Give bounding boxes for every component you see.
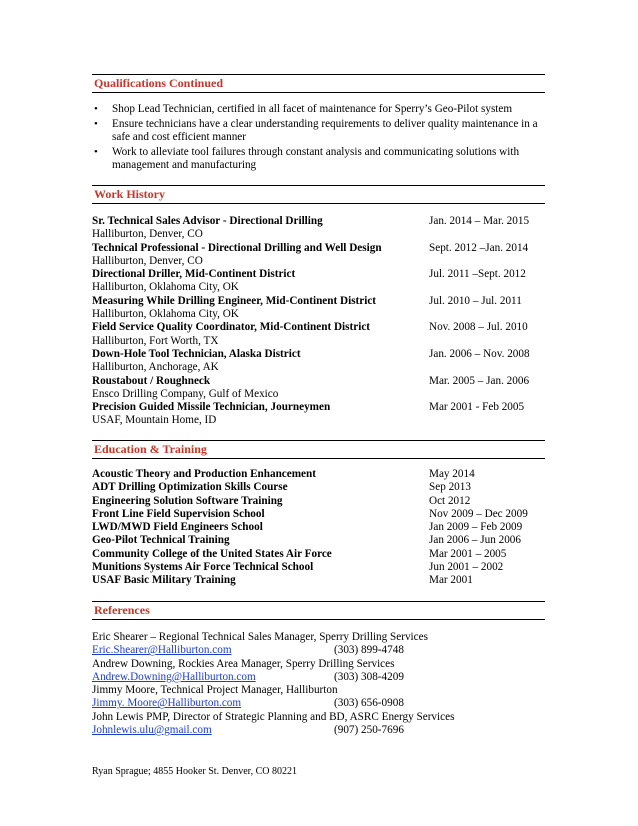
job-entry	[92, 242, 545, 269]
bullet-icon: •	[94, 103, 98, 115]
qualification-text: Ensure technicians have a clear understanding requirements to deliver quality maintenance in a safe and cost efficient manner	[112, 117, 538, 143]
job-title: Directional Driller, Mid-Continent District	[92, 268, 296, 281]
qualifications-section	[92, 74, 545, 93]
reference-contact	[92, 644, 545, 657]
phone-number: (303) 656-0908	[334, 697, 404, 710]
job-entry	[92, 321, 545, 348]
job-title: Field Service Quality Coordinator, Mid-Continent District	[92, 321, 371, 334]
section-title: References	[94, 603, 150, 617]
job-dates: Jul. 2010 – Jul. 2011	[429, 294, 522, 307]
education-entry	[92, 548, 545, 561]
course-dates: Jan 2006 – Jun 2006	[429, 534, 521, 547]
education-list	[92, 468, 545, 588]
section-header	[92, 185, 545, 204]
course-title: LWD/MWD Field Engineers School	[92, 521, 263, 534]
reference-contact	[92, 697, 545, 710]
job-entry	[92, 375, 545, 402]
course-title: USAF Basic Military Training	[92, 574, 236, 587]
job-location: Halliburton, Anchorage, AK	[92, 361, 219, 374]
email-link[interactable]: Johnlewis.ulu@gmail.com	[92, 724, 212, 737]
job-location: Halliburton, Denver, CO	[92, 254, 203, 267]
bullet-icon: •	[94, 117, 98, 130]
education-entry	[92, 468, 545, 481]
list-item	[92, 146, 545, 173]
job-title: Technical Professional - Directional Drilling and Well Design	[92, 241, 382, 254]
course-dates: Nov 2009 – Dec 2009	[429, 507, 528, 520]
phone-number: (303) 308-4209	[334, 670, 404, 683]
job-location: Halliburton, Oklahoma City, OK	[92, 307, 239, 320]
work-history-section	[92, 185, 545, 204]
section-title: Work History	[94, 187, 165, 201]
course-title: Engineering Solution Software Training	[92, 494, 283, 507]
qualification-text: Work to alleviate tool failures through constant analysis and communicating solutions with management and manufacturing	[112, 145, 520, 171]
course-dates: Mar 2001 – 2005	[429, 547, 507, 560]
email-link[interactable]: Andrew.Downing@Halliburton.com	[92, 670, 256, 683]
job-location: Ensco Drilling Company, Gulf of Mexico	[92, 387, 279, 400]
course-dates: Mar 2001	[429, 574, 473, 587]
job-title: Measuring While Drilling Engineer, Mid-Continent District	[92, 294, 377, 307]
course-title: Community College of the United States Air Force	[92, 547, 332, 560]
list-item	[92, 103, 545, 117]
job-dates: Jul. 2011 –Sept. 2012	[429, 268, 526, 281]
education-entry	[92, 521, 545, 534]
email-link[interactable]: Jimmy. Moore@Halliburton.com	[92, 697, 242, 710]
references-list	[92, 631, 545, 737]
qualifications-list	[92, 103, 545, 174]
section-header	[92, 74, 545, 93]
education-entry	[92, 534, 545, 547]
job-entry	[92, 295, 545, 322]
education-entry	[92, 481, 545, 494]
section-title: Qualifications Continued	[94, 76, 224, 90]
job-entry	[92, 401, 545, 428]
section-title: Education & Training	[94, 442, 207, 456]
course-title: Acoustic Theory and Production Enhancement	[92, 468, 316, 480]
references-section	[92, 601, 545, 620]
job-location: Halliburton, Denver, CO	[92, 228, 203, 241]
job-title: Sr. Technical Sales Advisor - Directional Drilling	[92, 215, 323, 227]
footer-address: Ryan Sprague; 4855 Hooker St. Denver, CO 80221	[92, 766, 298, 777]
education-section	[92, 440, 545, 459]
bullet-icon: •	[94, 145, 98, 158]
course-dates: May 2014	[429, 468, 475, 480]
phone-number: (303) 899-4748	[334, 644, 404, 657]
reference-contact	[92, 671, 545, 684]
job-title: Roustabout / Roughneck	[92, 374, 211, 387]
job-title: Down-Hole Tool Technician, Alaska District	[92, 347, 301, 360]
education-entry	[92, 508, 545, 521]
course-title: Munitions Systems Air Force Technical School	[92, 561, 314, 574]
course-title: ADT Drilling Optimization Skills Course	[92, 481, 288, 494]
section-header	[92, 440, 545, 459]
job-entry	[92, 215, 545, 242]
reference-desc: John Lewis PMP, Director of Strategic Planning and BD, ASRC Energy Services	[92, 710, 455, 723]
education-entry	[92, 574, 545, 587]
education-entry	[92, 495, 545, 508]
email-link[interactable]: Eric.Shearer@Halliburton.com	[92, 644, 232, 657]
job-entry	[92, 268, 545, 295]
reference-desc: Jimmy Moore, Technical Project Manager, Halliburton	[92, 684, 338, 697]
qualification-text: Shop Lead Technician, certified in all facet of maintenance for Sperry’s Geo-Pilot system	[112, 103, 513, 115]
course-dates: Jun 2001 – 2002	[429, 561, 504, 574]
reference-desc: Andrew Downing, Rockies Area Manager, Sperry Drilling Services	[92, 657, 395, 670]
job-dates: Sept. 2012 –Jan. 2014	[429, 241, 529, 254]
course-title: Geo-Pilot Technical Training	[92, 534, 230, 547]
job-location: Halliburton, Oklahoma City, OK	[92, 281, 239, 294]
job-location: USAF, Mountain Home, ID	[92, 414, 217, 427]
job-dates: Mar 2001 - Feb 2005	[429, 401, 525, 414]
work-history-list	[92, 215, 545, 428]
reference-contact	[92, 724, 545, 737]
list-item	[92, 118, 545, 145]
section-header	[92, 601, 545, 620]
job-dates: Jan. 2006 – Nov. 2008	[429, 347, 530, 360]
education-entry	[92, 561, 545, 574]
phone-number: (907) 250-7696	[334, 724, 404, 737]
job-dates: Mar. 2005 – Jan. 2006	[429, 374, 530, 387]
job-entry	[92, 348, 545, 375]
job-title: Precision Guided Missile Technician, Journeymen	[92, 401, 331, 414]
course-dates: Jan 2009 – Feb 2009	[429, 521, 523, 534]
job-dates: Nov. 2008 – Jul. 2010	[429, 321, 528, 334]
job-location: Halliburton, Fort Worth, TX	[92, 334, 219, 347]
course-title: Front Line Field Supervision School	[92, 507, 265, 520]
course-dates: Sep 2013	[429, 481, 471, 494]
job-dates: Jan. 2014 – Mar. 2015	[429, 215, 530, 227]
reference-desc: Eric Shearer – Regional Technical Sales Manager, Sperry Drilling Services	[92, 631, 428, 643]
course-dates: Oct 2012	[429, 494, 471, 507]
